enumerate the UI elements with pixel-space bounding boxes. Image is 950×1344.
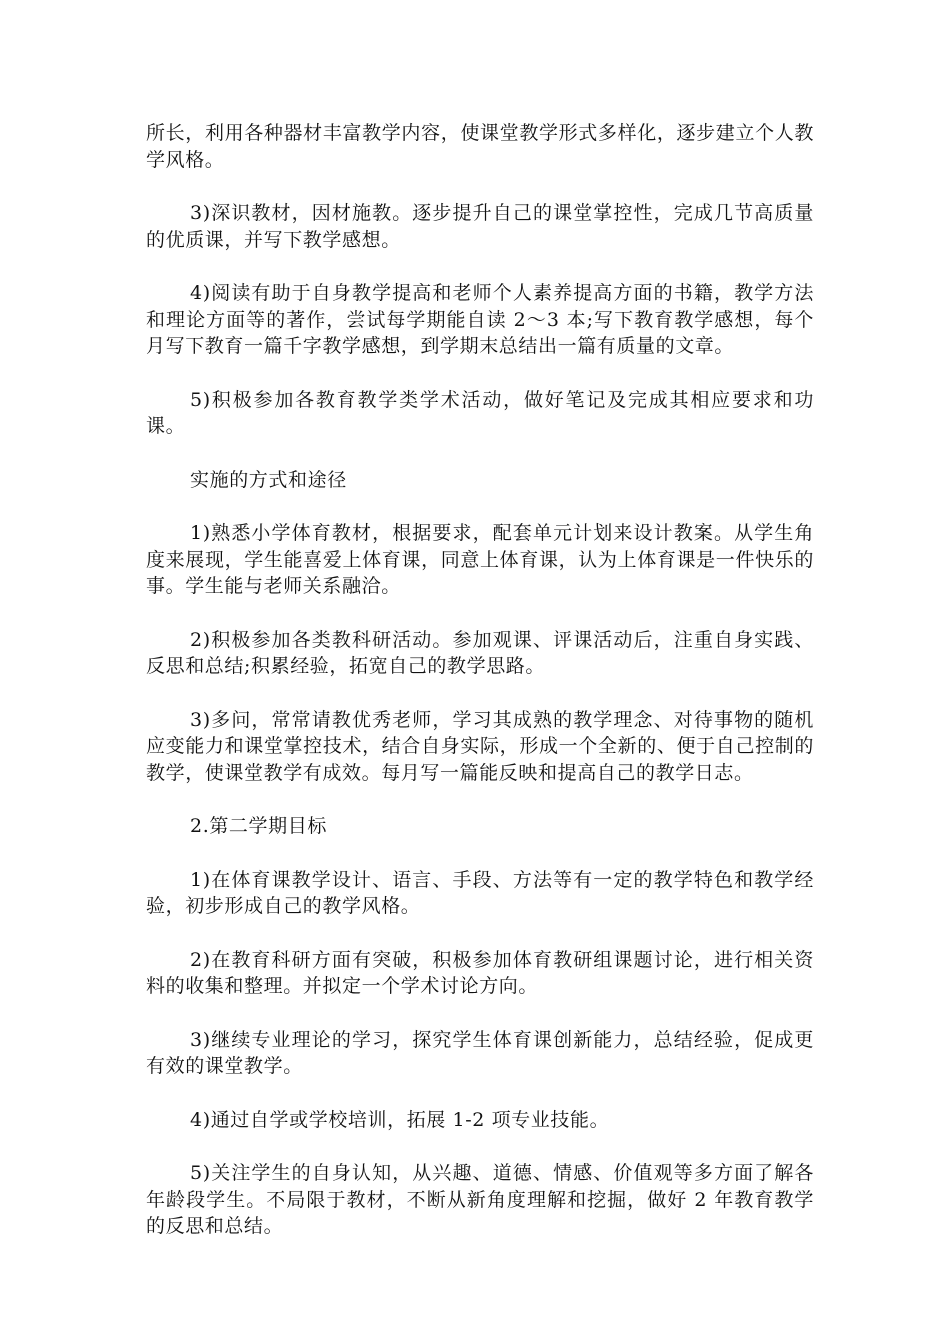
paragraph-continuation: 所长，利用各种器材丰富教学内容，使课堂教学形式多样化，逐步建立个人教学风格。	[146, 122, 814, 171]
paragraph-item-5-activities: 5)积极参加各教育教学类学术活动，做好笔记及完成其相应要求和功课。	[146, 388, 814, 437]
paragraph-method-3: 3)多问，常常请教优秀老师，学习其成熟的教学理念、对待事物的随机应变能力和课堂掌控技术，结合自身实际，形成一个全新的、便于自己控制的教学，使课堂教学有成效。每月写一篇能反映和提高自己的教学日志。	[146, 708, 814, 784]
section-heading-second-semester: 2.第二学期目标	[190, 815, 327, 837]
paragraph-goal-3: 3)继续专业理论的学习，探究学生体育课创新能力，总结经验，促成更有效的课堂教学。	[146, 1028, 814, 1077]
paragraph-method-1: 1)熟悉小学体育教材，根据要求，配套单元计划来设计教案。从学生角度来展现，学生能喜爱上体育课，同意上体育课，认为上体育课是一件快乐的事。学生能与老师关系融洽。	[146, 522, 814, 597]
paragraph-item-3-textbook: 3)深识教材，因材施教。逐步提升自己的课堂掌控性，完成几节高质量的优质课，并写下教学感想。	[146, 202, 814, 251]
section-heading-methods: 实施的方式和途径	[190, 468, 347, 491]
paragraph-goal-1: 1)在体育课教学设计、语言、手段、方法等有一定的教学特色和教学经验，初步形成自己的教学风格。	[146, 868, 814, 917]
paragraph-goal-4: 4)通过自学或学校培训，拓展 1-2 项专业技能。	[190, 1108, 610, 1131]
document-body	[146, 120, 814, 1267]
paragraph-goal-2: 2)在教育科研方面有突破，积极参加体育教研组课题讨论，进行相关资料的收集和整理。并拟定一个学术讨论方向。	[146, 948, 814, 997]
paragraph-item-4-reading: 4)阅读有助于自身教学提高和老师个人素养提高方面的书籍，教学方法和理论方面等的著作，尝试每学期能自读 2～3 本;写下教育教学感想，每个月写下教育一篇千字教学感想，到学期末总结出一篇有质量的文章。	[146, 282, 814, 357]
paragraph-goal-5: 5)关注学生的自身认知，从兴趣、道德、情感、价值观等多方面了解各年龄段学生。不局限于教材，不断从新角度理解和挖掘，做好 2 年教育教学的反思和总结。	[146, 1162, 814, 1237]
paragraph-method-2: 2)积极参加各类教科研活动。参加观课、评课活动后，注重自身实践、反思和总结;积累经验，拓宽自己的教学思路。	[146, 628, 814, 677]
